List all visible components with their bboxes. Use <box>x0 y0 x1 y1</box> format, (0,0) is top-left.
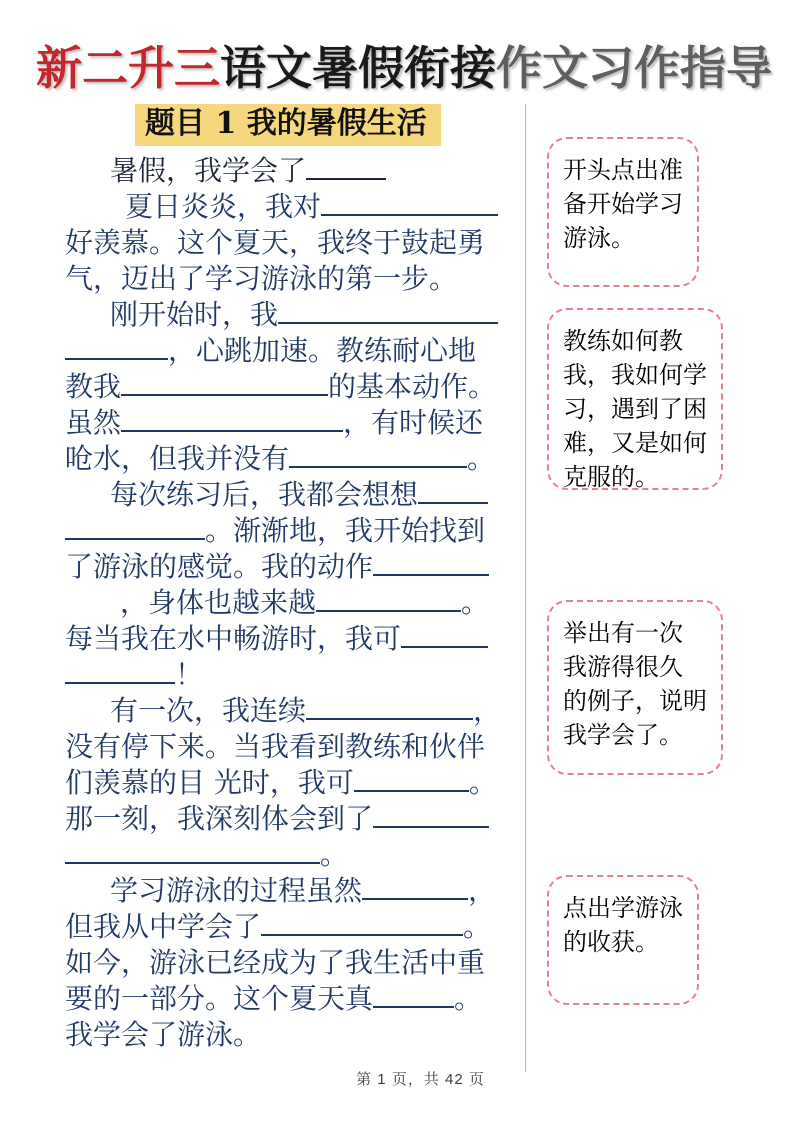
fill-in-blank[interactable] <box>278 319 498 324</box>
annotation-box <box>547 308 723 490</box>
annotation-text: 的例子，说明 <box>563 687 707 715</box>
essay-text: 了游泳的感觉。我的动作 <box>65 550 374 583</box>
annotation-text: 点出学游泳 <box>563 894 683 922</box>
essay-line <box>65 297 513 333</box>
fill-in-blank[interactable] <box>373 823 489 828</box>
essay-text: 好羡慕。这个夏天，我终于鼓起勇 <box>65 226 486 259</box>
essay-body <box>65 153 513 1053</box>
fill-in-blank[interactable] <box>306 175 386 180</box>
essay-line <box>65 513 513 549</box>
essay-text: 们羡慕的目 光时，我可 <box>65 766 354 799</box>
indent-spacer <box>65 611 120 612</box>
indent-spacer <box>65 179 110 180</box>
essay-text: ， <box>473 694 502 727</box>
essay-text: 。 <box>467 442 496 475</box>
essay-line <box>65 153 513 189</box>
annotation-text: 难，又是如何 <box>563 429 707 457</box>
header-brand-gray: 作文习作指导 <box>496 42 772 94</box>
essay-text: 。渐渐地，我开始找到 <box>205 514 486 547</box>
header-brand-red: 新二升三 <box>36 42 220 94</box>
essay-line <box>65 657 513 693</box>
fill-in-blank[interactable] <box>261 931 463 936</box>
essay-text: 但我从中学会了 <box>65 910 262 943</box>
fill-in-blank[interactable] <box>121 391 328 396</box>
fill-in-blank[interactable] <box>289 463 467 468</box>
fill-in-blank[interactable] <box>65 859 320 864</box>
essay-text: 我学会了游泳。 <box>65 1018 262 1051</box>
essay-line <box>65 837 513 873</box>
essay-text: 的基本动作。 <box>328 370 497 403</box>
essay-text: 刚开始时，我 <box>110 298 279 331</box>
essay-line <box>65 189 513 225</box>
essay-text: ，身体也越来越 <box>120 586 317 619</box>
page-header <box>36 36 776 100</box>
topic-title: 题目 1 我的暑假生活 <box>135 104 441 146</box>
annotation-text: 开头点出准 <box>563 156 683 184</box>
fill-in-blank[interactable] <box>362 895 468 900</box>
indent-spacer <box>65 215 125 216</box>
essay-text: 如今，游泳已经成为了我生活中重 <box>65 946 486 979</box>
essay-text: 没有停下来。当我看到教练和伙伴 <box>65 730 486 763</box>
annotation-box <box>547 875 699 1005</box>
essay-text: ，有时候还 <box>343 406 484 439</box>
essay-line <box>65 801 513 837</box>
essay-line <box>65 765 513 801</box>
essay-text: 夏日炎炎，我对 <box>125 190 322 223</box>
fill-in-blank[interactable] <box>65 679 175 684</box>
fill-in-blank[interactable] <box>354 787 469 792</box>
fill-in-blank[interactable] <box>373 571 489 576</box>
essay-text: 呛水，但我并没有 <box>65 442 290 475</box>
fill-in-blank[interactable] <box>401 643 488 648</box>
essay-line <box>65 693 513 729</box>
annotation-text: 备开始学习 <box>563 190 683 218</box>
essay-text: 。 <box>461 586 490 619</box>
essay-text: 气，迈出了学习游泳的第一步。 <box>65 262 458 295</box>
annotation-box <box>547 600 723 775</box>
annotation-text: 克服的。 <box>563 463 659 491</box>
fill-in-blank[interactable] <box>418 499 488 504</box>
essay-text: 学习游泳的过程虽然 <box>110 874 363 907</box>
annotation-box <box>547 137 699 287</box>
essay-line <box>65 549 513 585</box>
essay-text: 暑假，我学会了 <box>110 154 307 187</box>
essay-line <box>65 441 513 477</box>
annotation-text: 举出有一次 <box>563 619 683 647</box>
fill-in-blank[interactable] <box>65 355 168 360</box>
essay-line <box>65 585 513 621</box>
essay-line <box>65 729 513 765</box>
essay-line <box>65 333 513 369</box>
fill-in-blank[interactable] <box>65 535 205 540</box>
indent-spacer <box>65 503 110 504</box>
essay-line <box>65 621 513 657</box>
essay-text: ，心跳加速。教练耐心地 <box>168 334 477 367</box>
header-brand-black: 语文暑假衔接 <box>220 42 496 94</box>
indent-spacer <box>65 323 110 324</box>
essay-text: ， <box>468 874 497 907</box>
essay-text: 那一刻，我深刻体会到了 <box>65 802 374 835</box>
essay-line <box>65 405 513 441</box>
essay-line <box>65 369 513 405</box>
essay-line <box>65 909 513 945</box>
annotation-text: 习，遇到了困 <box>563 395 707 423</box>
indent-spacer <box>65 899 110 900</box>
essay-line <box>65 1017 513 1053</box>
essay-text: 每次练习后，我都会想想 <box>110 478 419 511</box>
annotation-text: 我学会了。 <box>563 721 683 749</box>
annotation-text: 游泳。 <box>563 224 635 252</box>
indent-spacer <box>65 719 110 720</box>
essay-line <box>65 873 513 909</box>
annotation-text: 的收获。 <box>563 928 659 956</box>
essay-line <box>65 225 513 261</box>
page-number: 第 1 页，共 42 页 <box>356 1071 485 1088</box>
essay-text: ！ <box>175 658 204 691</box>
essay-text: 每当我在水中畅游时，我可 <box>65 622 402 655</box>
essay-line <box>65 261 513 297</box>
essay-text: 教我 <box>65 370 122 403</box>
essay-text: 虽然 <box>65 406 122 439</box>
essay-line <box>65 981 513 1017</box>
essay-text: 。 <box>468 766 497 799</box>
fill-in-blank[interactable] <box>306 715 473 720</box>
essay-text: 有一次，我连续 <box>110 694 307 727</box>
fill-in-blank[interactable] <box>321 211 498 216</box>
annotation-text: 我游得很久 <box>563 653 683 681</box>
column-divider-line <box>525 104 526 1072</box>
annotation-text: 教练如何教 <box>563 327 683 355</box>
essay-text: 。 <box>320 838 349 871</box>
essay-text: 。 <box>454 982 483 1015</box>
fill-in-blank[interactable] <box>316 607 461 612</box>
annotation-text: 我，我如何学 <box>563 361 707 389</box>
essay-line <box>65 945 513 981</box>
fill-in-blank[interactable] <box>373 1003 454 1008</box>
essay-text: 要的一部分。这个夏天真 <box>65 982 374 1015</box>
essay-text: 。 <box>463 910 492 943</box>
essay-line <box>65 477 513 513</box>
fill-in-blank[interactable] <box>121 427 343 432</box>
